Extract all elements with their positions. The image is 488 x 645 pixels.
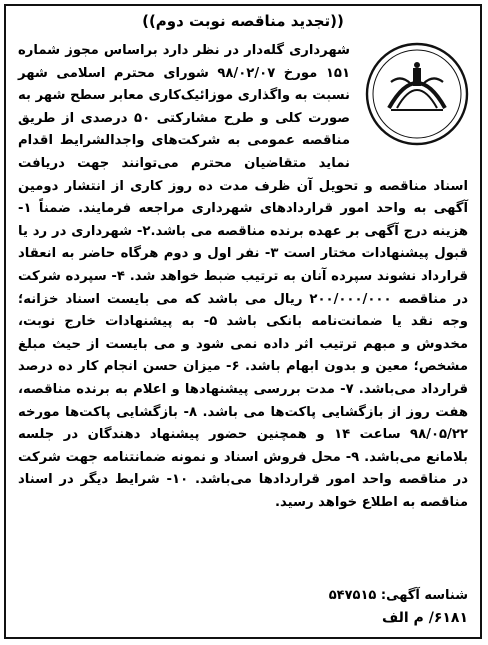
notice-body (18, 40, 468, 514)
notice-body-text: شهرداری گله‌دار در نظر دارد براساس مجوز شماره ۱۵۱ مورخ ۹۸/۰۲/۰۷ شورای محترم اسلامی شهر نسبت به واگذاری موزائیک‌کاری معابر سطح شهر به صورت کلی و طرح مشارکتی ۵۰ درصدی از طریق مناقصه عمومی به شرکت‌های واجدالشرایط اقدام نماید متقاضیان محترم می‌توانند جهت دریافت اسناد مناقصه و تحویل آن ظرف مدت ده روز کاری از انتشار دومین آگهی به واحد امور قراردادهای شهرداری مراجعه فرمایند. ضمناً ۱- هزینه درج آگهی بر عهده برنده مناقصه می باشد.۲- شهرداری در رد یا قبول پیشنهادات مختار است ۳- نفر اول و دوم هرگاه حاضر به انعقاد قرارداد نشوند سپرده آنان به ترتیب ضبط خواهد شد. ۴- سپرده شرکت در مناقصه ۲۰۰/۰۰۰/۰۰۰ ریال می باشد که می بایست اسناد خزانه؛ وجه نقد یا ضمانت‌نامه بانکی باشد ۵- به پیشنهادات خارج نوبت، مخدوش و مبهم ترتیب اثر داده نمی شود و می بایست از حیث مبلغ مشخص؛ معین و بدون ابهام باشد. ۶- میزان حسن انجام کار ده درصد قرارداد می‌باشد. ۷- مدت بررسی پیشنهادها و اعلام به برنده مناقصه، هفت روز از بازگشایی پاکت‌ها می باشد. ۸- بازگشایی پاکت‌ها مورخه ۹۸/۰۵/۲۲ ساعت ۱۴ و همچنین حضور پیشنهاد دهندگان در جلسه بلامانع می‌باشد. ۹- محل فروش اسناد و نمونه ضمانتنامه جهت شرکت در مناقصه واحد امور قراردادها می‌باشد. ۱۰- شرایط دیگر در اسناد مناقصه به اطلاع خواهد رسید. (18, 43, 469, 510)
ad-code: ۶۱۸۱/ م الف (381, 610, 468, 626)
notice-frame (4, 4, 482, 639)
notice-title: ((تجدید مناقصه نوبت دوم)) (142, 12, 344, 30)
logo-placeholder (350, 40, 468, 158)
ad-identifier: شناسه آگهی: ۵۴۷۵۱۵ (328, 588, 468, 603)
